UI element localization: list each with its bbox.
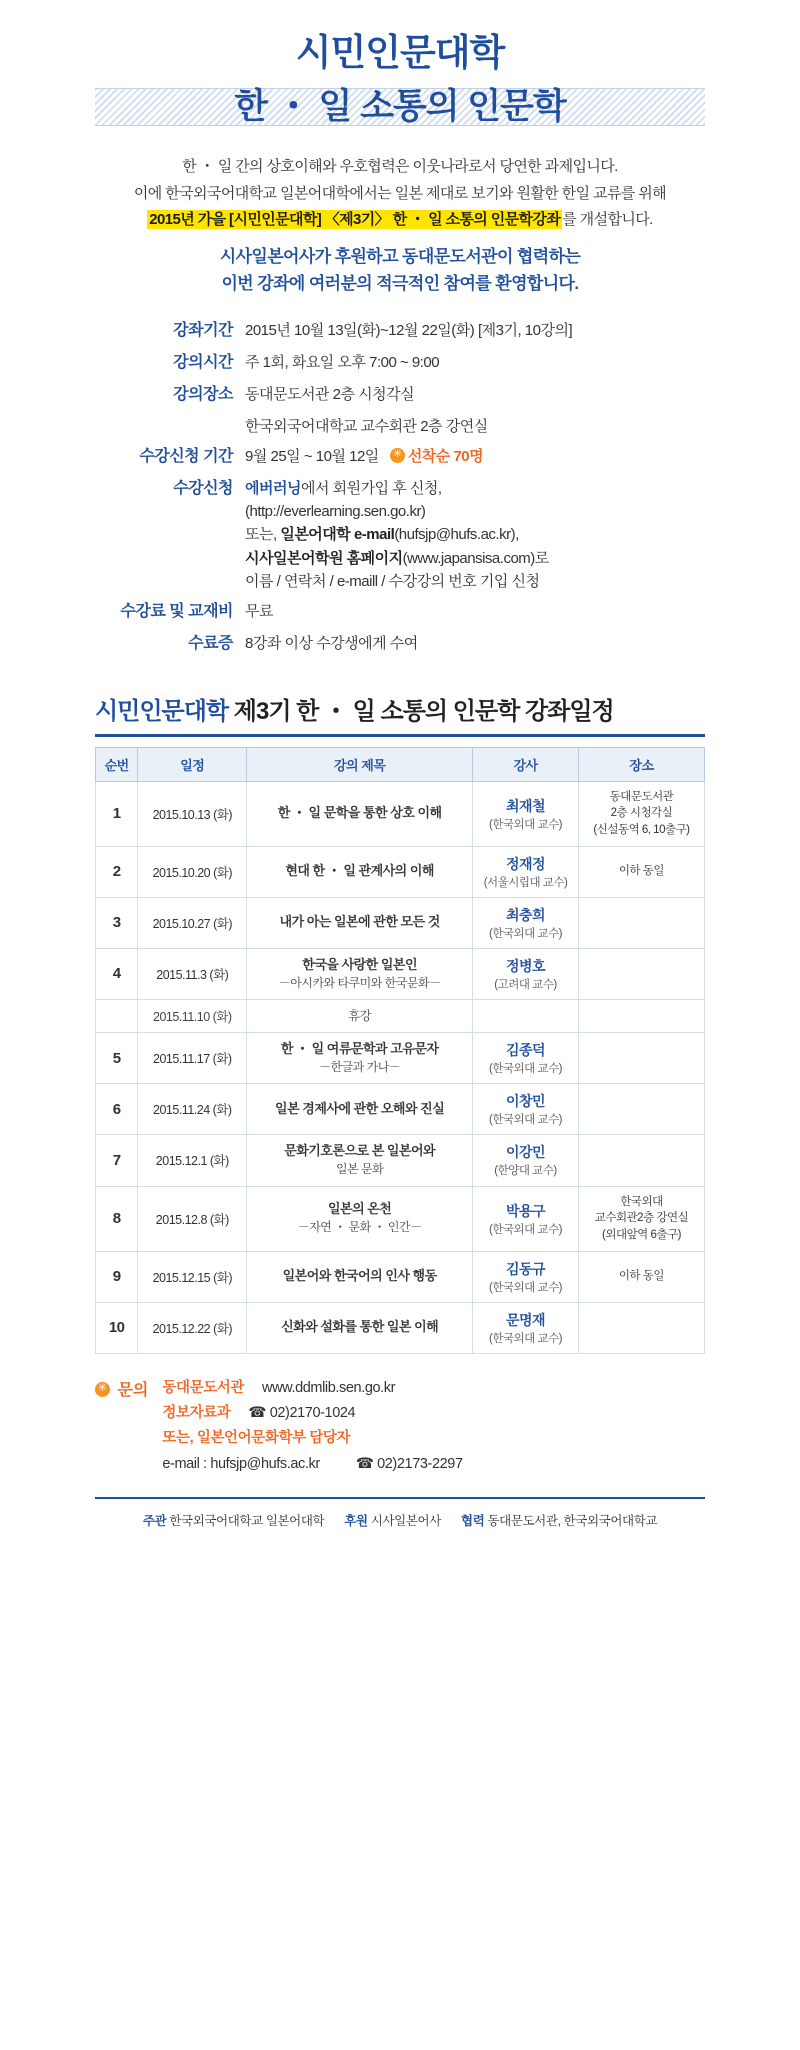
col-header-teacher: 강사 xyxy=(473,747,579,781)
info-label-fee: 수강료 및 교재비 xyxy=(120,603,233,621)
teacher-name: 정병호 xyxy=(505,957,546,974)
cell-date: 2015.12.8 (화) xyxy=(138,1186,247,1251)
cell-date: 2015.11.3 (화) xyxy=(138,948,247,999)
cell-num: 9 xyxy=(96,1251,138,1302)
footer-sponsor-label: 후원 xyxy=(344,1514,368,1529)
teacher-affiliation: (서울시립대 교수) xyxy=(483,876,568,889)
intro-highlight: 2015년 가을 [시민인문대학] 〈제3기〉 한 ・ 일 소통의 인문학강좌 xyxy=(149,210,561,228)
cell-date: 2015.11.17 (화) xyxy=(138,1033,247,1084)
cell-title: 한국을 사랑한 일본인 －아시카와 타쿠미와 한국문화－ xyxy=(247,948,473,999)
teacher-affiliation: (한양대 교수) xyxy=(494,1165,557,1178)
info-row-registration-period xyxy=(95,445,705,470)
cell-date: 2015.12.15 (화) xyxy=(138,1251,247,1302)
table-row xyxy=(96,1033,705,1084)
info-value-time: 주 1회, 화요일 오후 7:00 ~ 9:00 xyxy=(245,354,440,372)
registration-period-text: 9월 25일 ~ 10월 12일 xyxy=(245,448,379,466)
col-header-num: 순번 xyxy=(96,747,138,781)
cell-teacher xyxy=(473,999,579,1032)
cell-title: 한 ・ 일 여류문학과 고유문자 －한글과 가나－ xyxy=(247,1033,473,1084)
cell-place: 한국외대 교수회관2층 강연실 (외대앞역 6출구) xyxy=(578,1186,704,1251)
info-value-fee: 무료 xyxy=(245,603,273,621)
contact-line-3: 또는, 일본언어문화학부 담당자 xyxy=(162,1430,351,1447)
info-row-venue-2 xyxy=(95,415,705,438)
teacher-name: 최재철 xyxy=(505,797,546,814)
teacher-affiliation: (한국외대 교수) xyxy=(489,1063,563,1076)
intro-line-3 xyxy=(95,207,705,233)
cell-num xyxy=(96,999,138,1032)
apply-line-1-bold: 에버러닝 xyxy=(245,479,301,497)
cell-subtitle: －자연 ・ 문화 ・ 인간－ xyxy=(297,1220,422,1235)
cell-place: 이하 동일 xyxy=(578,1251,704,1302)
cell-title: 일본어와 한국어의 인사 행동 xyxy=(247,1251,473,1302)
teacher-affiliation: (한국외대 교수) xyxy=(489,1281,563,1294)
info-row-certificate xyxy=(95,632,705,657)
cell-teacher xyxy=(473,1302,579,1353)
col-header-title: 강의 제목 xyxy=(247,747,473,781)
intro-blue-line-1: 시사일본어사가 후원하고 동대문도서관이 협력하는 xyxy=(219,247,581,266)
cell-place: 동대문도서관 2층 시청각실 (신설동역 6, 10출구) xyxy=(578,781,704,846)
intro-paragraph xyxy=(95,154,705,233)
apply-line-3 xyxy=(245,523,705,546)
cell-title: 일본 경제사에 관한 오해와 진실 xyxy=(247,1084,473,1135)
footer-host-label: 주관 xyxy=(142,1514,167,1529)
cell-title: 현대 한 ・ 일 관계사의 이해 xyxy=(247,846,473,897)
footer-partner-label: 협력 xyxy=(461,1514,485,1529)
cell-date: 2015.10.27 (화) xyxy=(138,897,247,948)
cell-teacher xyxy=(473,1251,579,1302)
schedule-title-blue: 시민인문대학 xyxy=(95,697,229,725)
cell-teacher xyxy=(473,948,579,999)
sun-icon xyxy=(95,1382,110,1397)
table-row xyxy=(96,781,705,846)
info-row-apply xyxy=(95,477,705,593)
table-row xyxy=(96,948,705,999)
contact-line-2 xyxy=(162,1401,462,1426)
teacher-name: 김종덕 xyxy=(505,1042,546,1059)
footer-partner-value: 동대문도서관, 한국외국어대학교 xyxy=(487,1514,658,1529)
info-label-apply: 수강신청 xyxy=(173,479,233,497)
teacher-name: 박용구 xyxy=(505,1202,546,1219)
registration-capacity-badge: 선착순 70명 xyxy=(407,448,484,466)
cell-teacher xyxy=(473,1186,579,1251)
footer-sponsor-value: 시사일본어사 xyxy=(370,1514,441,1529)
contact-label-wrap xyxy=(95,1376,162,1400)
col-header-place: 장소 xyxy=(578,747,704,781)
contact-url[interactable]: www.ddmlib.sen.go.kr xyxy=(262,1379,396,1396)
teacher-affiliation: (한국외대 교수) xyxy=(489,1223,563,1236)
schedule-title xyxy=(95,691,705,737)
cell-date: 2015.10.20 (화) xyxy=(138,846,247,897)
apply-line-4 xyxy=(245,547,705,570)
contact-email[interactable]: e-mail : hufsjp@hufs.ac.kr xyxy=(162,1455,320,1472)
contact-org: 동대문도서관 xyxy=(162,1379,245,1396)
intro-line-3-tail: 를 개설합니다. xyxy=(562,210,653,228)
apply-line-3-bold: 일본어대학 e-mail xyxy=(280,526,395,544)
intro-blue-line-2: 이번 강좌에 여러분의 적극적인 참여를 환영합니다. xyxy=(221,274,579,294)
teacher-affiliation: (고려대 교수) xyxy=(494,978,557,991)
cell-place xyxy=(578,948,704,999)
info-label-certificate: 수료증 xyxy=(188,634,233,652)
cell-num: 8 xyxy=(96,1186,138,1251)
page-subtitle-wrap xyxy=(95,82,705,134)
apply-line-4-rest: (www.japansisa.com)로 xyxy=(402,549,549,567)
cell-num: 3 xyxy=(96,897,138,948)
cell-date: 2015.10.13 (화) xyxy=(138,781,247,846)
cell-place xyxy=(578,999,704,1032)
col-header-date: 일정 xyxy=(138,747,247,781)
apply-line-4-bold: 시사일본어학원 홈페이지 xyxy=(245,549,403,567)
table-row xyxy=(96,1251,705,1302)
table-row xyxy=(96,846,705,897)
contact-tel-1: ☎ 02)2170-1024 xyxy=(248,1404,356,1421)
info-row-fee xyxy=(95,600,705,625)
cell-place xyxy=(578,1033,704,1084)
contact-line-4 xyxy=(162,1452,462,1477)
info-value-period: 2015년 10월 13일(화)~12월 22일(화) [제3기, 10강의] xyxy=(245,322,573,340)
cell-teacher xyxy=(473,781,579,846)
cell-title: 휴강 xyxy=(247,999,473,1032)
info-value-venue-2: 한국외국어대학교 교수회관 2층 강연실 xyxy=(245,417,488,435)
cell-title: 신화와 설화를 통한 일본 이해 xyxy=(247,1302,473,1353)
cell-num: 5 xyxy=(96,1033,138,1084)
cell-num: 7 xyxy=(96,1135,138,1186)
cell-num: 2 xyxy=(96,846,138,897)
cell-num: 10 xyxy=(96,1302,138,1353)
apply-line-2: (http://everlearning.sen.go.kr) xyxy=(245,503,426,521)
contact-line-1 xyxy=(162,1376,462,1401)
teacher-affiliation: (한국외대 교수) xyxy=(489,818,563,831)
info-label-venue: 강의장소 xyxy=(173,385,233,403)
cell-place xyxy=(578,1084,704,1135)
table-row xyxy=(96,897,705,948)
table-row xyxy=(96,999,705,1032)
cell-place xyxy=(578,1302,704,1353)
info-row-time xyxy=(95,351,705,376)
info-value-certificate: 8강좌 이상 수강생에게 수여 xyxy=(245,634,418,652)
info-value-venue: 동대문도서관 2층 시청각실 xyxy=(245,385,415,403)
cell-num: 6 xyxy=(96,1084,138,1135)
cell-teacher xyxy=(473,1084,579,1135)
schedule-table xyxy=(95,747,705,1354)
cell-place xyxy=(578,897,704,948)
cell-place: 이하 동일 xyxy=(578,846,704,897)
teacher-name: 문명재 xyxy=(505,1311,546,1328)
cell-date: 2015.12.22 (화) xyxy=(138,1302,247,1353)
cell-title: 문화기호론으로 본 일본어와 일본 문화 xyxy=(247,1135,473,1186)
poster-header xyxy=(95,0,705,134)
page-title: 시민인문대학 xyxy=(295,32,505,73)
intro-line-1: 한 ・ 일 간의 상호이해와 우호협력은 이웃나라로서 당연한 과제입니다. xyxy=(182,158,618,176)
page-subtitle: 한 ・ 일 소통의 인문학 xyxy=(234,87,566,127)
teacher-affiliation: (한국외대 교수) xyxy=(489,1332,563,1345)
info-value-registration-period xyxy=(245,445,705,468)
apply-line-5: 이름 / 연락처 / e-maill / 수강강의 번호 기입 신청 xyxy=(245,572,540,590)
cell-title: 내가 아는 일본에 관한 모든 것 xyxy=(247,897,473,948)
cell-teacher xyxy=(473,1033,579,1084)
footer-host-value: 한국외국어대학교 일본어대학 xyxy=(169,1514,325,1529)
cell-subtitle: 일본 문화 xyxy=(336,1162,384,1177)
cell-teacher xyxy=(473,897,579,948)
cell-num: 1 xyxy=(96,781,138,846)
cell-date: 2015.12.1 (화) xyxy=(138,1135,247,1186)
schedule-title-dark: 제3기 한 ・ 일 소통의 인문학 강좌일정 xyxy=(233,697,614,725)
intro-line-2: 이에 한국외국어대학교 일본어대학에서는 일본 제대로 보기와 원활한 한일 교류를 위해 xyxy=(133,184,667,202)
poster-footer xyxy=(95,1497,705,1547)
teacher-affiliation: (한국외대 교수) xyxy=(489,927,563,940)
cell-title: 일본의 온천 －자연 ・ 문화 ・ 인간－ xyxy=(247,1186,473,1251)
cell-teacher xyxy=(473,846,579,897)
contact-label: 문의 xyxy=(117,1381,149,1399)
teacher-name: 이강민 xyxy=(505,1144,546,1161)
apply-line-3-rest: (hufsjp@hufs.ac.kr), xyxy=(394,526,519,544)
cell-date: 2015.11.24 (화) xyxy=(138,1084,247,1135)
table-header-row xyxy=(96,747,705,781)
info-label-period: 강좌기간 xyxy=(173,322,233,340)
table-row xyxy=(96,1186,705,1251)
table-row xyxy=(96,1135,705,1186)
info-row-period xyxy=(95,319,705,344)
table-row xyxy=(96,1084,705,1135)
contact-tel-2: ☎ 02)2173-2297 xyxy=(355,1455,463,1472)
cell-subtitle: －아시카와 타쿠미와 한국문화－ xyxy=(278,975,441,990)
cell-num: 4 xyxy=(96,948,138,999)
cell-place xyxy=(578,1135,704,1186)
contact-body xyxy=(162,1376,462,1478)
teacher-name: 김동규 xyxy=(505,1260,546,1277)
info-label-time: 강의시간 xyxy=(173,354,233,372)
teacher-name: 최충희 xyxy=(505,906,546,923)
info-row-venue xyxy=(95,383,705,408)
cell-subtitle: －한글과 가나－ xyxy=(319,1059,401,1074)
info-label-registration-period: 수강신청 기간 xyxy=(139,448,233,466)
teacher-name: 이창민 xyxy=(505,1093,546,1110)
table-row xyxy=(96,1302,705,1353)
info-value-apply xyxy=(245,477,705,593)
info-list xyxy=(95,319,705,656)
teacher-affiliation: (한국외대 교수) xyxy=(489,1114,563,1127)
intro-blue-paragraph xyxy=(95,243,705,297)
cell-title: 한 ・ 일 문학을 통한 상호 이해 xyxy=(247,781,473,846)
apply-line-1-rest: 에서 회원가입 후 신청, xyxy=(300,479,442,497)
apply-line-3-prefix: 또는, xyxy=(245,526,281,544)
cell-teacher xyxy=(473,1135,579,1186)
apply-line-1 xyxy=(245,477,705,500)
contact-block xyxy=(95,1376,705,1478)
contact-dept: 정보자료과 xyxy=(162,1404,231,1421)
schedule-table-body xyxy=(96,781,705,1353)
sun-icon xyxy=(390,448,405,463)
cell-date: 2015.11.10 (화) xyxy=(138,999,247,1032)
teacher-name: 정재정 xyxy=(505,855,546,872)
